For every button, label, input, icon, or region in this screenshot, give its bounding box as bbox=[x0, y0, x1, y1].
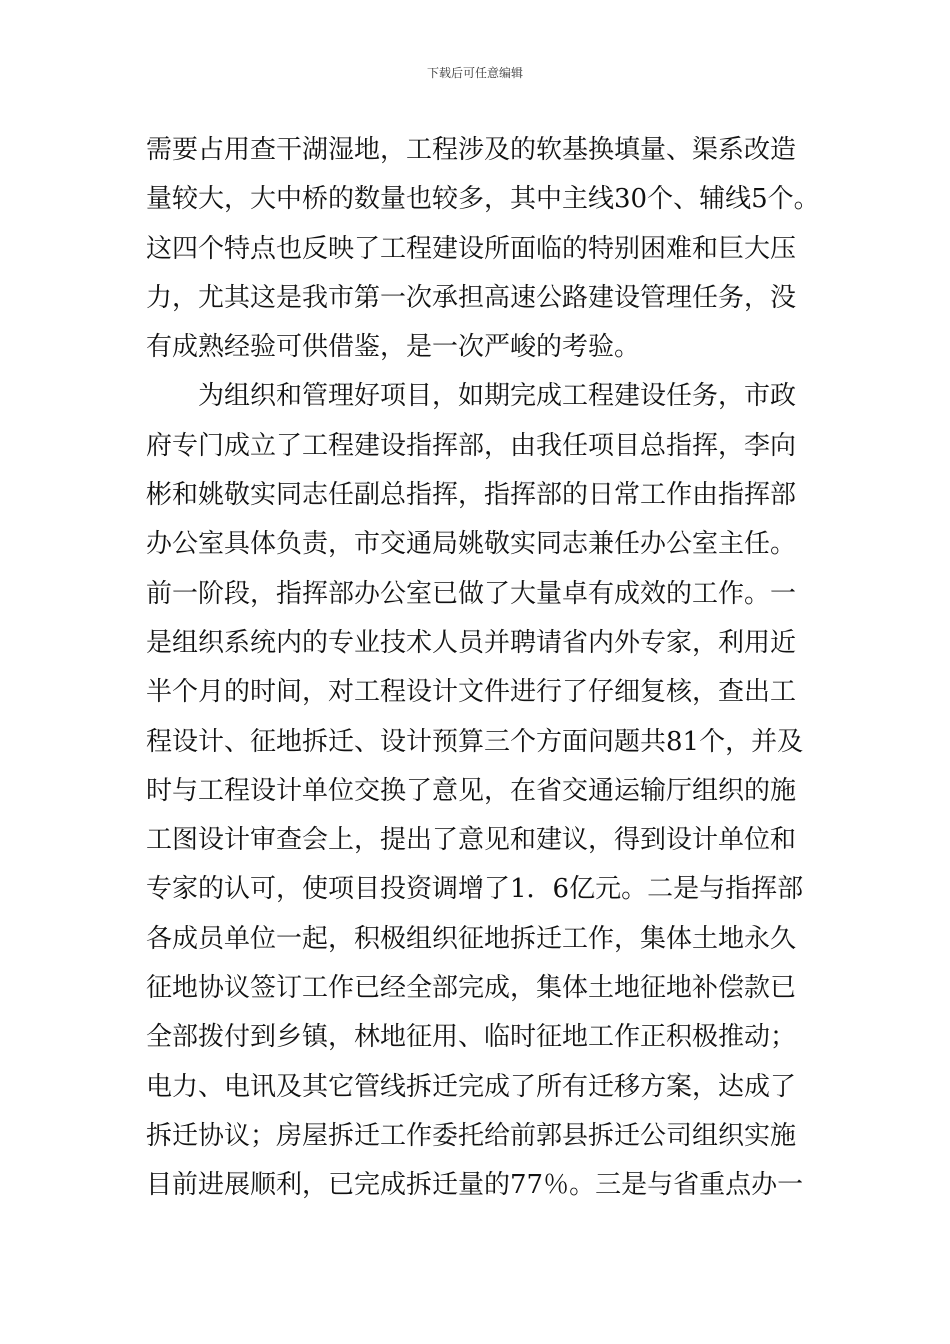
text-line: 电力、电讯及其它管线拆迁完成了所有迁移方案，达成了 bbox=[146, 1071, 797, 1102]
text-line: 府专门成立了工程建设指挥部，由我任项目总指挥，李向 bbox=[146, 430, 797, 461]
text-line: 为组织和管理好项目，如期完成工程建设任务，市政 bbox=[146, 381, 797, 412]
text-line: 这四个特点也反映了工程建设所面临的特别困难和巨大压 bbox=[146, 233, 797, 264]
text-line: 半个月的时间，对工程设计文件进行了仔细复核，查出工 bbox=[146, 677, 797, 708]
text-line: 工图设计审查会上，提出了意见和建议，得到设计单位和 bbox=[146, 825, 797, 856]
text-line: 彬和姚敬实同志任副总指挥，指挥部的日常工作由指挥部 bbox=[146, 480, 797, 511]
text-line: 专家的认可，使项目投资调增了1．6亿元。二是与指挥部 bbox=[146, 874, 804, 905]
text-line: 程设计、征地拆迁、设计预算三个方面问题共81个，并及 bbox=[146, 726, 804, 757]
page-header: 下载后可任意编辑 bbox=[426, 66, 523, 80]
text-line: 征地协议签订工作已经全部完成，集体土地征地补偿款已 bbox=[146, 973, 797, 1004]
text-line: 需要占用查干湖湿地，工程涉及的软基换填量、渠系改造 bbox=[146, 135, 797, 165]
text-line: 办公室具体负责，市交通局姚敬实同志兼任办公室主任。 bbox=[146, 529, 797, 560]
text-line: 目前进展顺利，已完成拆迁量的77％。三是与省重点办一 bbox=[146, 1170, 804, 1201]
text-line: 量较大，大中桥的数量也较多，其中主线30个、辅线5个。 bbox=[146, 184, 820, 215]
text-line: 力，尤其这是我市第一次承担高速公路建设管理任务，没 bbox=[146, 282, 797, 313]
text-line: 各成员单位一起，积极组织征地拆迁工作，集体土地永久 bbox=[146, 923, 797, 954]
document-body bbox=[146, 126, 820, 1211]
text-line: 时与工程设计单位交换了意见，在省交通运输厅组织的施 bbox=[146, 775, 797, 806]
text-line: 拆迁协议；房屋拆迁工作委托给前郭县拆迁公司组织实施 bbox=[146, 1120, 797, 1151]
text-line: 全部拨付到乡镇，林地征用、临时征地工作正积极推动； bbox=[146, 1022, 797, 1053]
text-line: 有成熟经验可供借鉴，是一次严峻的考验。 bbox=[146, 332, 641, 363]
text-line: 是组织系统内的专业技术人员并聘请省内外专家，利用近 bbox=[146, 627, 797, 658]
text-line: 前一阶段，指挥部办公室已做了大量卓有成效的工作。一 bbox=[146, 578, 797, 609]
